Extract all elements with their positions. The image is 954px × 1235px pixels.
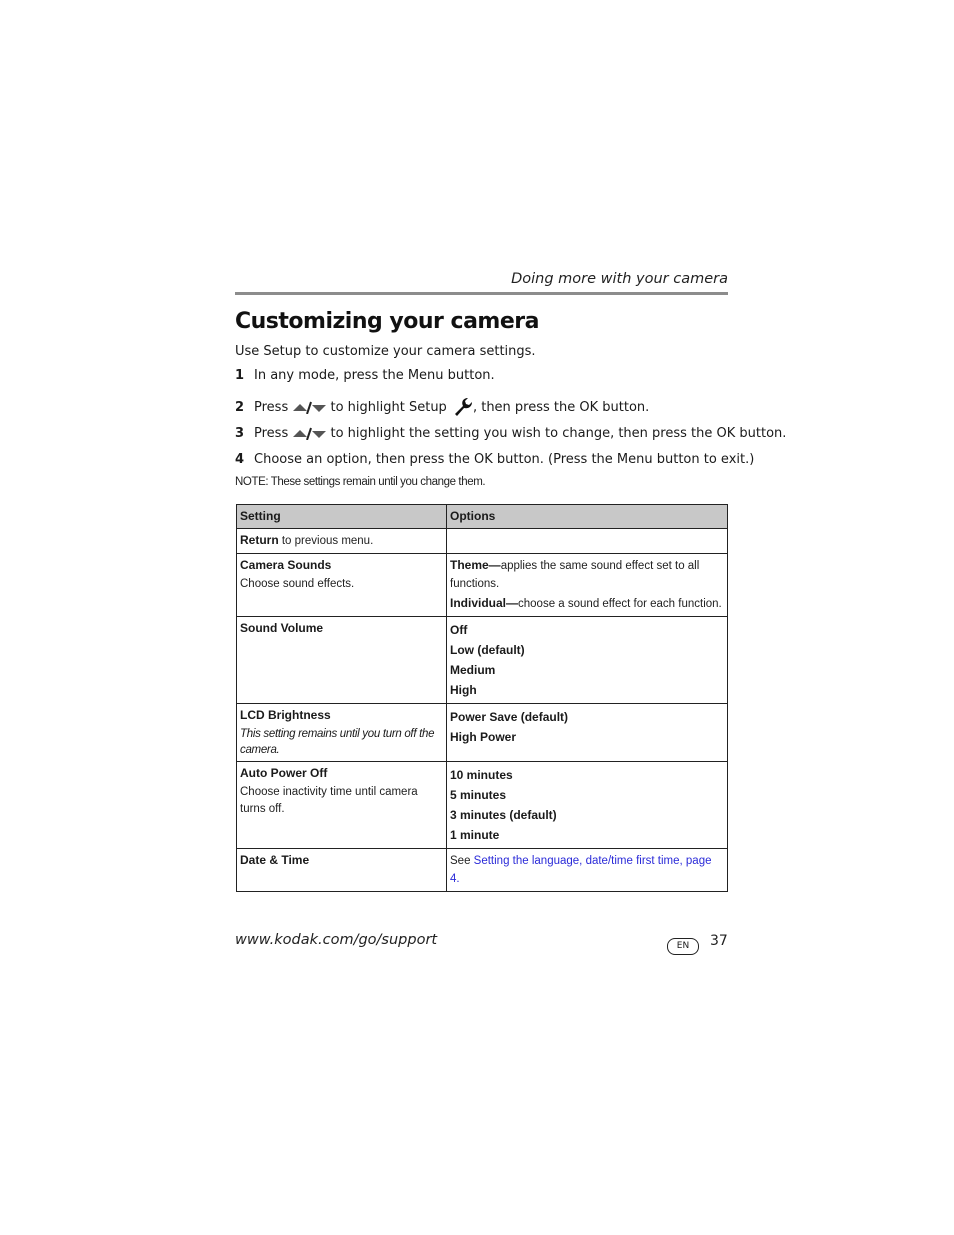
table-row [237,849,728,892]
setting-cell [237,849,447,892]
option-label: Theme— [450,558,501,572]
setting-cell [237,617,447,704]
option-item [450,557,724,593]
step-number: 3 [235,426,245,441]
setting-name: LCD Brightness [240,708,331,722]
setting-cell [237,554,447,617]
setting-name: Auto Power Off [240,766,328,780]
setting-cell [237,704,447,762]
step-text-post: to highlight the setting you wish to change, then press the OK button. [330,426,787,441]
option-value: High [450,683,477,697]
setting-name: Date & Time [240,853,310,867]
page-number: 37 [710,933,728,949]
option-text: applies the same sound effect set to all functions. [450,560,700,590]
table-row [237,762,728,849]
settings-table [236,504,728,892]
link-suffix: . [456,873,460,885]
setting-cell [237,762,447,849]
setting-name: Return [240,533,279,547]
step-number: 2 [235,400,245,415]
step-text-post: , then press the OK button. [472,400,650,415]
column-header-options: Options [447,505,728,529]
options-cell [447,762,728,849]
step-text: Choose an option, then press the OK button. (Press the Menu button to exit.) [254,452,755,467]
language-badge: EN [667,938,699,955]
step-text-mid: to highlight Setup [330,400,447,415]
step-text-pre: Press [254,426,289,441]
option-value: 5 minutes [450,788,507,802]
step-number: 4 [235,452,245,467]
step-text-pre: Press [254,400,289,415]
option-item [450,595,724,613]
option-value: Low (default) [450,643,525,657]
option-value: Medium [450,663,496,677]
step-4 [235,452,754,467]
column-header-setting: Setting [237,505,447,529]
support-url: www.kodak.com/go/support [235,932,438,948]
option-value: 3 minutes (default) [450,808,557,822]
table-row [237,529,728,554]
table-header-row [237,505,728,529]
note-text: NOTE: These settings remain until you change them. [235,476,486,488]
step-3 [235,426,786,441]
cross-reference-link[interactable]: Setting the language, date/time first time, page 4 [450,855,712,885]
see-text: See [450,855,474,867]
table-row [237,704,728,762]
up-down-arrow-icon [292,426,326,440]
option-value: 10 minutes [450,768,513,782]
options-cell [447,529,728,554]
running-header: Doing more with your camera [511,271,728,287]
options-cell [447,704,728,762]
setting-suffix: to previous menu. [278,535,374,547]
option-value: High Power [450,730,517,744]
setting-description: This setting remains until you turn off the camera. [240,728,435,756]
options-cell [447,554,728,617]
option-text: choose a sound effect for each function. [518,598,722,610]
step-1 [235,368,495,383]
option-label: Individual— [450,596,519,610]
table-row [237,617,728,704]
step-text: In any mode, press the Menu button. [254,368,495,383]
setting-name: Sound Volume [240,621,324,635]
wrench-icon [451,396,473,416]
option-value: 1 minute [450,828,500,842]
header-rule [235,292,728,295]
option-value: Power Save (default) [450,710,569,724]
setting-name: Camera Sounds [240,558,332,572]
setting-description: Choose sound effects. [240,578,355,590]
intro-text: Use Setup to customize your camera settings. [235,344,536,359]
page-title: Customizing your camera [235,309,539,334]
options-cell [447,849,728,892]
table-row [237,554,728,617]
up-down-arrow-icon [292,400,326,414]
options-cell [447,617,728,704]
setting-cell [237,529,447,554]
step-number: 1 [235,368,245,383]
step-2 [235,396,649,416]
setting-description: Choose inactivity time until camera turns off. [240,786,418,815]
option-value: Off [450,623,468,637]
